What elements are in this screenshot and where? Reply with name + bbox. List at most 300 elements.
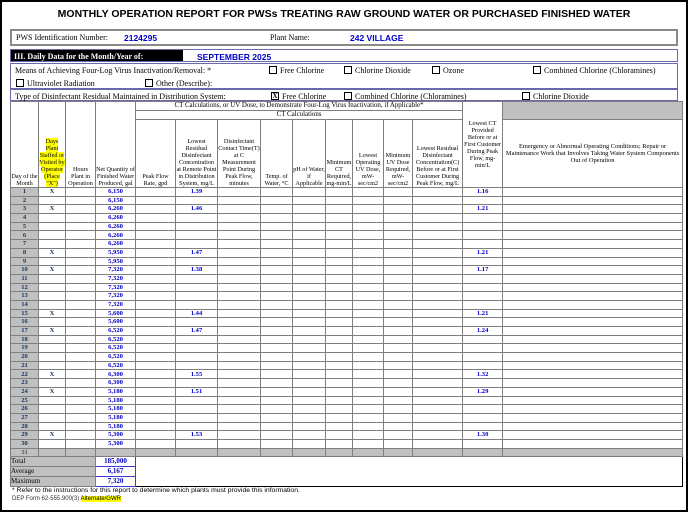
peak-flow-cell[interactable]: [136, 431, 176, 440]
min-uv-cell[interactable]: [384, 240, 413, 249]
emergency-cell[interactable]: [503, 248, 683, 257]
contact-time-cell[interactable]: [218, 222, 261, 231]
lowest-residual-cell[interactable]: [176, 283, 218, 292]
contact-time-cell[interactable]: [218, 214, 261, 223]
ph-cell[interactable]: [293, 344, 326, 353]
uv-dose-cell[interactable]: [353, 387, 384, 396]
peak-flow-cell[interactable]: [136, 240, 176, 249]
hours-cell[interactable]: [66, 300, 96, 309]
ct-provided-cell[interactable]: [463, 257, 503, 266]
contact-time-cell[interactable]: [218, 396, 261, 405]
min-ct-cell[interactable]: [326, 422, 353, 431]
min-uv-cell[interactable]: [384, 231, 413, 240]
temp-cell[interactable]: [261, 309, 293, 318]
staffed-cell[interactable]: X: [39, 266, 66, 275]
emergency-cell[interactable]: [503, 292, 683, 301]
lowest-residual-cell[interactable]: [176, 257, 218, 266]
emergency-cell[interactable]: [503, 222, 683, 231]
ct-provided-cell[interactable]: 1.16: [463, 188, 503, 197]
net-quantity-cell[interactable]: 6,260: [96, 205, 136, 214]
uv-dose-cell[interactable]: [353, 396, 384, 405]
emergency-cell[interactable]: [503, 370, 683, 379]
ph-cell[interactable]: [293, 318, 326, 327]
min-uv-cell[interactable]: [384, 413, 413, 422]
uv-dose-cell[interactable]: [353, 413, 384, 422]
min-ct-cell[interactable]: [326, 240, 353, 249]
lowest-residual-cell[interactable]: [176, 353, 218, 362]
temp-cell[interactable]: [261, 248, 293, 257]
min-uv-cell[interactable]: [384, 422, 413, 431]
temp-cell[interactable]: [261, 413, 293, 422]
temp-cell[interactable]: [261, 196, 293, 205]
contact-time-cell[interactable]: [218, 248, 261, 257]
hours-cell[interactable]: [66, 231, 96, 240]
residual-first-customer-cell[interactable]: [413, 344, 463, 353]
contact-time-cell[interactable]: [218, 188, 261, 197]
min-uv-cell[interactable]: [384, 379, 413, 388]
min-ct-cell[interactable]: [326, 344, 353, 353]
min-uv-cell[interactable]: [384, 300, 413, 309]
lowest-residual-cell[interactable]: [176, 344, 218, 353]
min-ct-cell[interactable]: [326, 431, 353, 440]
contact-time-cell[interactable]: [218, 257, 261, 266]
pws-id-value[interactable]: 2124295: [124, 33, 158, 43]
min-uv-cell[interactable]: [384, 431, 413, 440]
net-quantity-cell[interactable]: 5,600: [96, 309, 136, 318]
hours-cell[interactable]: [66, 318, 96, 327]
checkbox-free-chlorine[interactable]: [269, 66, 277, 74]
plant-name-value[interactable]: 242 VILLAGE: [350, 33, 404, 43]
net-quantity-cell[interactable]: 6,300: [96, 370, 136, 379]
min-uv-cell[interactable]: [384, 396, 413, 405]
min-ct-cell[interactable]: [326, 448, 353, 457]
peak-flow-cell[interactable]: [136, 231, 176, 240]
net-quantity-cell[interactable]: 5,300: [96, 439, 136, 448]
min-ct-cell[interactable]: [326, 439, 353, 448]
temp-cell[interactable]: [261, 318, 293, 327]
hours-cell[interactable]: [66, 387, 96, 396]
ct-provided-cell[interactable]: [463, 335, 503, 344]
net-quantity-cell[interactable]: 5,300: [96, 431, 136, 440]
uv-dose-cell[interactable]: [353, 266, 384, 275]
hours-cell[interactable]: [66, 257, 96, 266]
temp-cell[interactable]: [261, 205, 293, 214]
min-ct-cell[interactable]: [326, 405, 353, 414]
uv-dose-cell[interactable]: [353, 222, 384, 231]
ct-provided-cell[interactable]: [463, 283, 503, 292]
min-ct-cell[interactable]: [326, 205, 353, 214]
peak-flow-cell[interactable]: [136, 248, 176, 257]
uv-dose-cell[interactable]: [353, 205, 384, 214]
residual-first-customer-cell[interactable]: [413, 370, 463, 379]
ct-provided-cell[interactable]: [463, 405, 503, 414]
temp-cell[interactable]: [261, 335, 293, 344]
lowest-residual-cell[interactable]: [176, 439, 218, 448]
temp-cell[interactable]: [261, 222, 293, 231]
contact-time-cell[interactable]: [218, 309, 261, 318]
uv-dose-cell[interactable]: [353, 231, 384, 240]
ct-provided-cell[interactable]: [463, 422, 503, 431]
min-uv-cell[interactable]: [384, 353, 413, 362]
net-quantity-cell[interactable]: 6,300: [96, 379, 136, 388]
peak-flow-cell[interactable]: [136, 405, 176, 414]
ph-cell[interactable]: [293, 387, 326, 396]
lowest-residual-cell[interactable]: [176, 396, 218, 405]
uv-dose-cell[interactable]: [353, 283, 384, 292]
ph-cell[interactable]: [293, 188, 326, 197]
emergency-cell[interactable]: [503, 274, 683, 283]
staffed-cell[interactable]: [39, 413, 66, 422]
emergency-cell[interactable]: [503, 439, 683, 448]
peak-flow-cell[interactable]: [136, 439, 176, 448]
hours-cell[interactable]: [66, 413, 96, 422]
ct-provided-cell[interactable]: [463, 353, 503, 362]
min-ct-cell[interactable]: [326, 248, 353, 257]
staffed-cell[interactable]: [39, 240, 66, 249]
ph-cell[interactable]: [293, 266, 326, 275]
residual-first-customer-cell[interactable]: [413, 379, 463, 388]
residual-first-customer-cell[interactable]: [413, 335, 463, 344]
emergency-cell[interactable]: [503, 361, 683, 370]
net-quantity-cell[interactable]: 5,180: [96, 413, 136, 422]
net-quantity-cell[interactable]: 6,150: [96, 196, 136, 205]
temp-cell[interactable]: [261, 396, 293, 405]
uv-dose-cell[interactable]: [353, 240, 384, 249]
lowest-residual-cell[interactable]: 1.46: [176, 205, 218, 214]
emergency-cell[interactable]: [503, 309, 683, 318]
min-uv-cell[interactable]: [384, 196, 413, 205]
emergency-cell[interactable]: [503, 396, 683, 405]
checkbox-free-chlorine[interactable]: X: [272, 92, 278, 100]
emergency-cell[interactable]: [503, 413, 683, 422]
staffed-cell[interactable]: [39, 231, 66, 240]
net-quantity-cell[interactable]: 7,320: [96, 300, 136, 309]
lowest-residual-cell[interactable]: [176, 318, 218, 327]
contact-time-cell[interactable]: [218, 422, 261, 431]
net-quantity-cell[interactable]: 6,520: [96, 335, 136, 344]
ph-cell[interactable]: [293, 283, 326, 292]
ct-provided-cell[interactable]: [463, 448, 503, 457]
ct-provided-cell[interactable]: 1.17: [463, 266, 503, 275]
net-quantity-cell[interactable]: 5,180: [96, 422, 136, 431]
uv-dose-cell[interactable]: [353, 422, 384, 431]
peak-flow-cell[interactable]: [136, 422, 176, 431]
ph-cell[interactable]: [293, 222, 326, 231]
net-quantity-cell[interactable]: 5,950: [96, 257, 136, 266]
peak-flow-cell[interactable]: [136, 222, 176, 231]
lowest-residual-cell[interactable]: [176, 274, 218, 283]
residual-first-customer-cell[interactable]: [413, 196, 463, 205]
contact-time-cell[interactable]: [218, 292, 261, 301]
uv-dose-cell[interactable]: [353, 431, 384, 440]
net-quantity-cell[interactable]: 7,320: [96, 283, 136, 292]
staffed-cell[interactable]: [39, 318, 66, 327]
hours-cell[interactable]: [66, 214, 96, 223]
residual-first-customer-cell[interactable]: [413, 353, 463, 362]
ph-cell[interactable]: [293, 361, 326, 370]
staffed-cell[interactable]: X: [39, 327, 66, 336]
checkbox-chlorine-dioxide[interactable]: [344, 66, 352, 74]
peak-flow-cell[interactable]: [136, 205, 176, 214]
uv-dose-cell[interactable]: [353, 188, 384, 197]
staffed-cell[interactable]: X: [39, 387, 66, 396]
uv-dose-cell[interactable]: [353, 274, 384, 283]
staffed-cell[interactable]: X: [39, 431, 66, 440]
checkbox-chlorine-dioxide[interactable]: [522, 92, 530, 100]
staffed-cell[interactable]: [39, 292, 66, 301]
contact-time-cell[interactable]: [218, 335, 261, 344]
min-uv-cell[interactable]: [384, 248, 413, 257]
lowest-residual-cell[interactable]: [176, 413, 218, 422]
min-uv-cell[interactable]: [384, 439, 413, 448]
lowest-residual-cell[interactable]: [176, 196, 218, 205]
contact-time-cell[interactable]: [218, 274, 261, 283]
peak-flow-cell[interactable]: [136, 379, 176, 388]
contact-time-cell[interactable]: [218, 327, 261, 336]
peak-flow-cell[interactable]: [136, 396, 176, 405]
uv-dose-cell[interactable]: [353, 309, 384, 318]
temp-cell[interactable]: [261, 422, 293, 431]
min-ct-cell[interactable]: [326, 214, 353, 223]
residual-first-customer-cell[interactable]: [413, 448, 463, 457]
ct-provided-cell[interactable]: [463, 379, 503, 388]
hours-cell[interactable]: [66, 222, 96, 231]
residual-first-customer-cell[interactable]: [413, 231, 463, 240]
checkbox-ultraviolet-radiation[interactable]: [16, 79, 24, 87]
lowest-residual-cell[interactable]: 1.47: [176, 327, 218, 336]
min-ct-cell[interactable]: [326, 387, 353, 396]
min-uv-cell[interactable]: [384, 222, 413, 231]
ph-cell[interactable]: [293, 327, 326, 336]
min-uv-cell[interactable]: [384, 335, 413, 344]
ph-cell[interactable]: [293, 196, 326, 205]
hours-cell[interactable]: [66, 448, 96, 457]
lowest-residual-cell[interactable]: [176, 214, 218, 223]
emergency-cell[interactable]: [503, 327, 683, 336]
residual-first-customer-cell[interactable]: [413, 413, 463, 422]
peak-flow-cell[interactable]: [136, 257, 176, 266]
min-ct-cell[interactable]: [326, 413, 353, 422]
ph-cell[interactable]: [293, 448, 326, 457]
checkbox-ozone[interactable]: [432, 66, 440, 74]
lowest-residual-cell[interactable]: 1.39: [176, 188, 218, 197]
residual-first-customer-cell[interactable]: [413, 205, 463, 214]
hours-cell[interactable]: [66, 283, 96, 292]
temp-cell[interactable]: [261, 257, 293, 266]
ph-cell[interactable]: [293, 413, 326, 422]
temp-cell[interactable]: [261, 448, 293, 457]
residual-first-customer-cell[interactable]: [413, 283, 463, 292]
contact-time-cell[interactable]: [218, 448, 261, 457]
temp-cell[interactable]: [261, 327, 293, 336]
residual-first-customer-cell[interactable]: [413, 431, 463, 440]
peak-flow-cell[interactable]: [136, 283, 176, 292]
ct-provided-cell[interactable]: [463, 413, 503, 422]
net-quantity-cell[interactable]: 7,320: [96, 266, 136, 275]
ct-provided-cell[interactable]: [463, 240, 503, 249]
min-ct-cell[interactable]: [326, 370, 353, 379]
min-uv-cell[interactable]: [384, 274, 413, 283]
hours-cell[interactable]: [66, 335, 96, 344]
residual-first-customer-cell[interactable]: [413, 240, 463, 249]
hours-cell[interactable]: [66, 344, 96, 353]
min-ct-cell[interactable]: [326, 300, 353, 309]
staffed-cell[interactable]: [39, 274, 66, 283]
emergency-cell[interactable]: [503, 266, 683, 275]
residual-first-customer-cell[interactable]: [413, 405, 463, 414]
hours-cell[interactable]: [66, 370, 96, 379]
ct-provided-cell[interactable]: 1.32: [463, 370, 503, 379]
temp-cell[interactable]: [261, 214, 293, 223]
staffed-cell[interactable]: [39, 214, 66, 223]
temp-cell[interactable]: [261, 387, 293, 396]
min-uv-cell[interactable]: [384, 266, 413, 275]
contact-time-cell[interactable]: [218, 353, 261, 362]
residual-first-customer-cell[interactable]: [413, 309, 463, 318]
net-quantity-cell[interactable]: 6,150: [96, 188, 136, 197]
hours-cell[interactable]: [66, 266, 96, 275]
uv-dose-cell[interactable]: [353, 214, 384, 223]
net-quantity-cell[interactable]: 6,520: [96, 361, 136, 370]
ct-provided-cell[interactable]: [463, 344, 503, 353]
min-ct-cell[interactable]: [326, 266, 353, 275]
staffed-cell[interactable]: [39, 379, 66, 388]
residual-first-customer-cell[interactable]: [413, 222, 463, 231]
emergency-cell[interactable]: [503, 205, 683, 214]
temp-cell[interactable]: [261, 431, 293, 440]
net-quantity-cell[interactable]: 7,320: [96, 274, 136, 283]
residual-first-customer-cell[interactable]: [413, 387, 463, 396]
ph-cell[interactable]: [293, 257, 326, 266]
residual-first-customer-cell[interactable]: [413, 292, 463, 301]
min-uv-cell[interactable]: [384, 188, 413, 197]
residual-first-customer-cell[interactable]: [413, 188, 463, 197]
uv-dose-cell[interactable]: [353, 327, 384, 336]
contact-time-cell[interactable]: [218, 405, 261, 414]
hours-cell[interactable]: [66, 327, 96, 336]
uv-dose-cell[interactable]: [353, 292, 384, 301]
min-uv-cell[interactable]: [384, 283, 413, 292]
net-quantity-cell[interactable]: 5,180: [96, 405, 136, 414]
peak-flow-cell[interactable]: [136, 335, 176, 344]
min-uv-cell[interactable]: [384, 387, 413, 396]
min-uv-cell[interactable]: [384, 309, 413, 318]
ct-provided-cell[interactable]: [463, 231, 503, 240]
uv-dose-cell[interactable]: [353, 196, 384, 205]
month-year-value[interactable]: SEPTEMBER 2025: [197, 52, 272, 62]
peak-flow-cell[interactable]: [136, 327, 176, 336]
peak-flow-cell[interactable]: [136, 361, 176, 370]
staffed-cell[interactable]: [39, 300, 66, 309]
emergency-cell[interactable]: [503, 257, 683, 266]
min-uv-cell[interactable]: [384, 370, 413, 379]
staffed-cell[interactable]: [39, 353, 66, 362]
temp-cell[interactable]: [261, 405, 293, 414]
lowest-residual-cell[interactable]: [176, 222, 218, 231]
contact-time-cell[interactable]: [218, 370, 261, 379]
staffed-cell[interactable]: [39, 439, 66, 448]
min-ct-cell[interactable]: [326, 335, 353, 344]
residual-first-customer-cell[interactable]: [413, 327, 463, 336]
ct-provided-cell[interactable]: 1.29: [463, 387, 503, 396]
ph-cell[interactable]: [293, 309, 326, 318]
emergency-cell[interactable]: [503, 188, 683, 197]
temp-cell[interactable]: [261, 379, 293, 388]
residual-first-customer-cell[interactable]: [413, 396, 463, 405]
ct-provided-cell[interactable]: [463, 222, 503, 231]
temp-cell[interactable]: [261, 370, 293, 379]
peak-flow-cell[interactable]: [136, 387, 176, 396]
lowest-residual-cell[interactable]: [176, 292, 218, 301]
staffed-cell[interactable]: X: [39, 248, 66, 257]
uv-dose-cell[interactable]: [353, 379, 384, 388]
contact-time-cell[interactable]: [218, 205, 261, 214]
hours-cell[interactable]: [66, 274, 96, 283]
net-quantity-cell[interactable]: 5,180: [96, 387, 136, 396]
hours-cell[interactable]: [66, 196, 96, 205]
hours-cell[interactable]: [66, 292, 96, 301]
ph-cell[interactable]: [293, 405, 326, 414]
staffed-cell[interactable]: X: [39, 309, 66, 318]
hours-cell[interactable]: [66, 240, 96, 249]
emergency-cell[interactable]: [503, 231, 683, 240]
emergency-cell[interactable]: [503, 240, 683, 249]
net-quantity-cell[interactable]: 6,260: [96, 240, 136, 249]
peak-flow-cell[interactable]: [136, 448, 176, 457]
lowest-residual-cell[interactable]: [176, 448, 218, 457]
net-quantity-cell[interactable]: 5,180: [96, 396, 136, 405]
min-uv-cell[interactable]: [384, 214, 413, 223]
peak-flow-cell[interactable]: [136, 196, 176, 205]
emergency-cell[interactable]: [503, 214, 683, 223]
staffed-cell[interactable]: [39, 361, 66, 370]
peak-flow-cell[interactable]: [136, 266, 176, 275]
lowest-residual-cell[interactable]: [176, 361, 218, 370]
ct-provided-cell[interactable]: [463, 318, 503, 327]
residual-first-customer-cell[interactable]: [413, 439, 463, 448]
ct-provided-cell[interactable]: [463, 274, 503, 283]
lowest-residual-cell[interactable]: 1.38: [176, 266, 218, 275]
peak-flow-cell[interactable]: [136, 318, 176, 327]
net-quantity-cell[interactable]: 6,520: [96, 353, 136, 362]
hours-cell[interactable]: [66, 422, 96, 431]
min-ct-cell[interactable]: [326, 231, 353, 240]
min-uv-cell[interactable]: [384, 318, 413, 327]
peak-flow-cell[interactable]: [136, 353, 176, 362]
lowest-residual-cell[interactable]: [176, 422, 218, 431]
temp-cell[interactable]: [261, 344, 293, 353]
ct-provided-cell[interactable]: 1.21: [463, 205, 503, 214]
peak-flow-cell[interactable]: [136, 292, 176, 301]
contact-time-cell[interactable]: [218, 431, 261, 440]
staffed-cell[interactable]: [39, 335, 66, 344]
ct-provided-cell[interactable]: [463, 439, 503, 448]
residual-first-customer-cell[interactable]: [413, 300, 463, 309]
temp-cell[interactable]: [261, 231, 293, 240]
min-ct-cell[interactable]: [326, 309, 353, 318]
temp-cell[interactable]: [261, 439, 293, 448]
ph-cell[interactable]: [293, 205, 326, 214]
contact-time-cell[interactable]: [218, 387, 261, 396]
staffed-cell[interactable]: [39, 448, 66, 457]
temp-cell[interactable]: [261, 300, 293, 309]
temp-cell[interactable]: [261, 353, 293, 362]
contact-time-cell[interactable]: [218, 231, 261, 240]
emergency-cell[interactable]: [503, 196, 683, 205]
min-uv-cell[interactable]: [384, 205, 413, 214]
peak-flow-cell[interactable]: [136, 309, 176, 318]
emergency-cell[interactable]: [503, 422, 683, 431]
